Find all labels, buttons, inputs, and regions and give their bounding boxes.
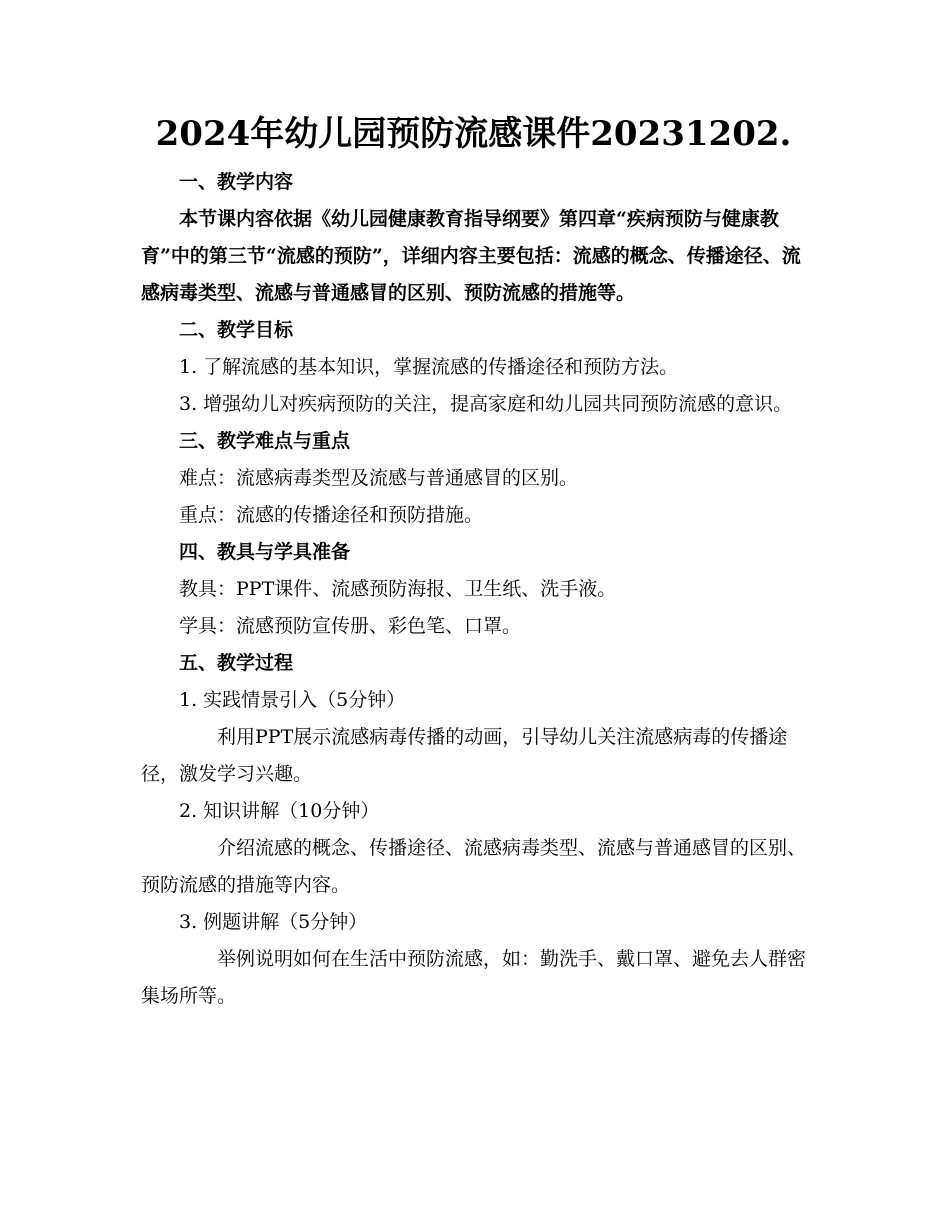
focus-text: 重点：流感的传播途径和预防措施。 xyxy=(179,504,484,526)
section-heading-content: 一、教学内容 xyxy=(179,171,294,193)
goal-item-3: 3. 增强幼儿对疾病预防的关注，提高家庭和幼儿园共同预防流感的意识。 xyxy=(179,393,793,415)
learning-tools-text: 学具：流感预防宣传册、彩色笔、口罩。 xyxy=(179,615,522,637)
content-paragraph: 本节课内容依据《幼儿园健康教育指导纲要》第四章“疾病预防与健康教育”中的第三节“流感的预防”，详细内容主要包括：流感的概念、传播途径、流感病毒类型、流感与普通感冒的区别、预防流感的措施等。 xyxy=(141,208,801,304)
process-step-1-title: 1. 实践情景引入（5分钟） xyxy=(179,689,406,711)
teaching-tools-text: 教具：PPT课件、流感预防海报、卫生纸、洗手液。 xyxy=(179,578,617,600)
process-step-1-text: 利用PPT展示流感病毒传播的动画，引导幼儿关注流感病毒的传播途径，激发学习兴趣。 xyxy=(141,726,788,785)
process-step-3-text: 举例说明如何在生活中预防流感，如：勤洗手、戴口罩、避免去人群密集场所等。 xyxy=(141,948,807,1007)
goal-item-1: 1. 了解流感的基本知识，掌握流感的传播途径和预防方法。 xyxy=(179,356,679,378)
section-heading-process: 五、教学过程 xyxy=(179,652,294,674)
process-step-3-title: 3. 例题讲解（5分钟） xyxy=(179,911,368,933)
document-page xyxy=(141,112,806,1015)
process-step-2-text: 介绍流感的概念、传播途径、流感病毒类型、流感与普通感冒的区别、预防流感的措施等内容。 xyxy=(141,837,807,896)
section-heading-goals: 二、教学目标 xyxy=(179,319,294,341)
section-heading-keypoints: 三、教学难点与重点 xyxy=(179,430,351,452)
process-step-2-title: 2. 知识讲解（10分钟） xyxy=(179,800,380,822)
document-title: 2024年幼儿园预防流感课件20231202. xyxy=(155,114,792,154)
section-heading-tools: 四、教具与学具准备 xyxy=(179,541,351,563)
difficulty-text: 难点：流感病毒类型及流感与普通感冒的区别。 xyxy=(179,467,579,489)
